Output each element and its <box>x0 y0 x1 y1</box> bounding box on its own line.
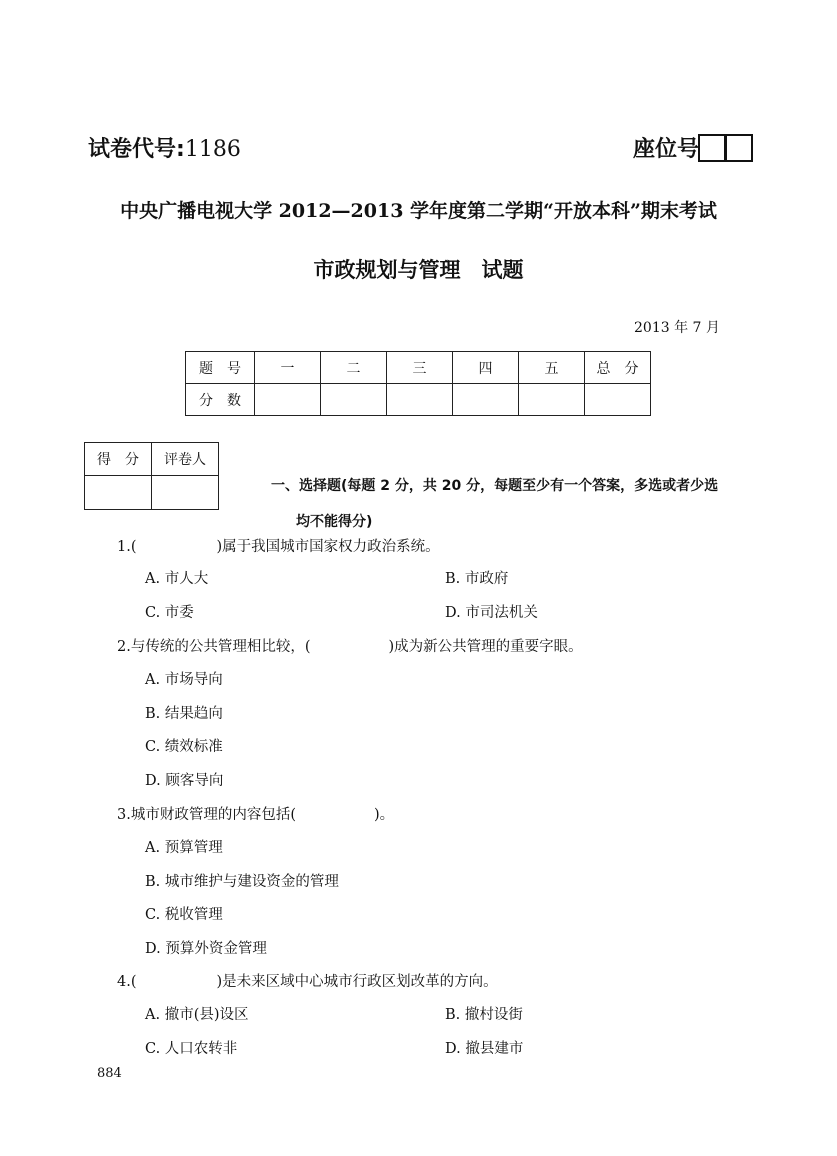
question-option: B. 市政府 <box>445 571 509 587</box>
question-option: D. 顾客导向 <box>145 773 224 789</box>
seat-number <box>633 132 753 163</box>
question-option: A. 市场导向 <box>145 672 223 688</box>
score-table-column: 五 <box>519 352 585 384</box>
section-heading-line: 均不能得分) <box>296 514 373 530</box>
score-table-row-label: 分 数 <box>186 384 255 416</box>
question-option: A. 预算管理 <box>145 840 223 856</box>
score-table-column: 四 <box>453 352 519 384</box>
question-stem-end: )。 <box>374 807 395 823</box>
question-option: B. 结果趋向 <box>145 706 223 722</box>
score-cell[interactable] <box>519 384 585 416</box>
exam-code-value: 1186 <box>184 137 241 162</box>
seat-box[interactable] <box>698 134 726 162</box>
section-heading-line: 一、选择题(每题 2 分，共 20 分，每题至少有一个答案，多选或者少选 <box>271 478 719 494</box>
question-stem <box>117 635 583 656</box>
seat-number-label: 座位号 <box>633 137 700 162</box>
score-table-score-row <box>186 384 651 416</box>
grader-name-label: 评卷人 <box>152 443 219 476</box>
grader-name-cell[interactable] <box>152 476 219 510</box>
score-cell[interactable] <box>255 384 321 416</box>
subject-title: 市政规划与管理 试题 <box>313 258 524 282</box>
question-option: A. 撤市(县)设区 <box>145 1007 249 1023</box>
question-option: C. 税收管理 <box>145 907 223 923</box>
score-cell[interactable] <box>387 384 453 416</box>
score-table-column: 一 <box>255 352 321 384</box>
exam-code-separator: : <box>176 137 185 162</box>
exam-date: 2013 年 7 月 <box>634 320 720 336</box>
question-stem-end: )成为新公共管理的重要字眼。 <box>388 639 583 655</box>
score-table-column: 二 <box>321 352 387 384</box>
question-stem-end: )属于我国城市国家权力政治系统。 <box>216 539 440 555</box>
seat-box[interactable] <box>725 134 753 162</box>
question-option: C. 绩效标准 <box>145 739 223 755</box>
question-option: C. 市委 <box>145 605 194 621</box>
question-stem-start: 4.( <box>117 974 137 990</box>
question-stem-start: 1.( <box>117 539 137 555</box>
score-table-column: 总 分 <box>585 352 651 384</box>
question-stem <box>117 803 394 824</box>
question-option: D. 市司法机关 <box>445 605 538 621</box>
score-table-header-row <box>186 352 651 384</box>
question-option: D. 撤县建市 <box>445 1041 524 1057</box>
grader-score-label: 得 分 <box>85 443 152 476</box>
question-stem-start: 3.城市财政管理的内容包括( <box>117 807 296 823</box>
question-option: B. 城市维护与建设资金的管理 <box>145 874 339 890</box>
grader-table <box>84 442 219 510</box>
question-stem <box>117 535 440 556</box>
score-table <box>185 351 651 416</box>
score-cell[interactable] <box>585 384 651 416</box>
exam-code-label: 试卷代号 <box>88 137 177 162</box>
section-heading <box>271 468 771 540</box>
question-stem-start: 2.与传统的公共管理相比较，( <box>117 639 311 655</box>
score-table-row-label: 题 号 <box>186 352 255 384</box>
score-cell[interactable] <box>453 384 519 416</box>
page-number: 884 <box>97 1066 122 1081</box>
question-stem-end: )是未来区域中心城市行政区划改革的方向。 <box>216 974 498 990</box>
exam-code <box>88 132 241 163</box>
exam-title: 中央广播电视大学 2012—2013 学年度第二学期“开放本科”期末考试 <box>120 200 717 222</box>
score-table-column: 三 <box>387 352 453 384</box>
score-cell[interactable] <box>321 384 387 416</box>
question-option: C. 人口农转非 <box>145 1041 238 1057</box>
question-stem <box>117 970 498 991</box>
question-option: A. 市人大 <box>145 571 209 587</box>
question-option: D. 预算外资金管理 <box>145 941 267 957</box>
grader-score-cell[interactable] <box>85 476 152 510</box>
question-option: B. 撤村设街 <box>445 1007 523 1023</box>
